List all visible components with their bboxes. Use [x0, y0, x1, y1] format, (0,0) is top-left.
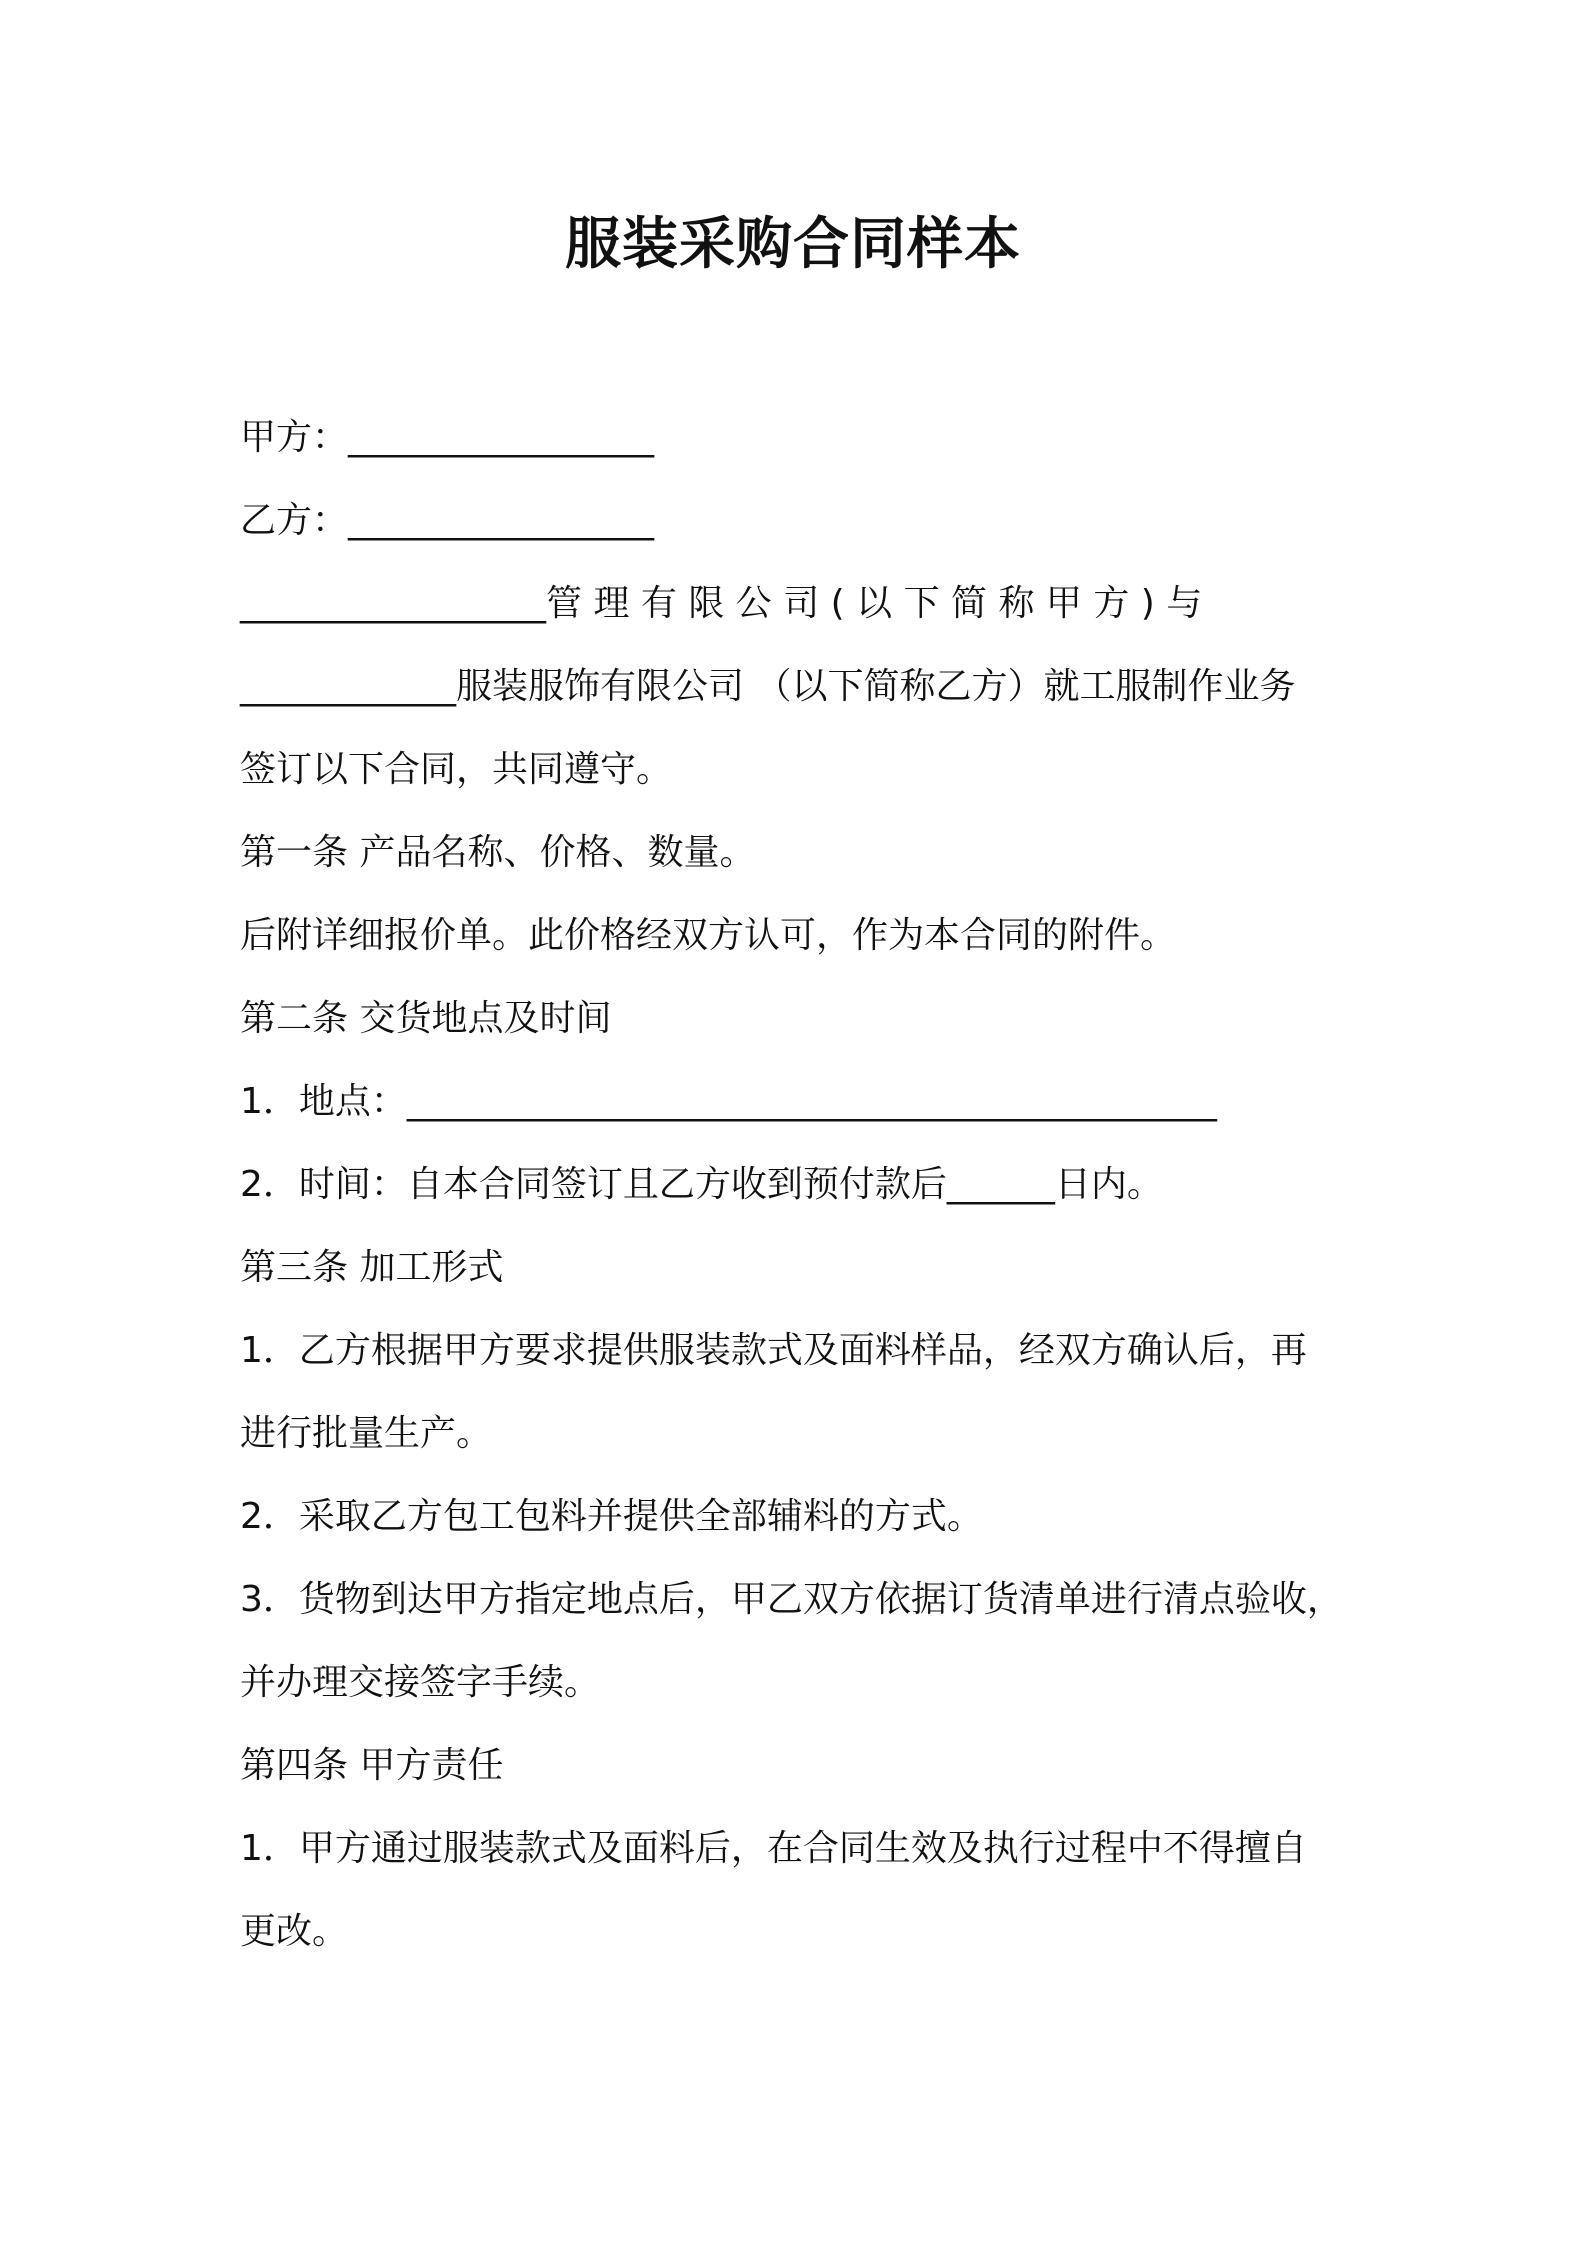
- article-3-item-1-line-1: 1．乙方根据甲方要求提供服装款式及面料样品，经双方确认后，再: [240, 1330, 1307, 1371]
- article-3-heading: 第三条 加工形式: [240, 1247, 504, 1288]
- intro-line-3: 签订以下合同，共同遵守。: [240, 749, 673, 790]
- article-2-item-1: 1．地点：_____________________________________________: [240, 1081, 1217, 1122]
- article-1-heading: 第一条 产品名称、价格、数量。: [240, 832, 756, 873]
- article-4-heading: 第四条 甲方责任: [240, 1745, 504, 1786]
- article-3-item-3-line-1: 3．货物到达甲方指定地点后，甲乙双方依据订货清单进行清点验收，: [240, 1579, 1343, 1620]
- party-b-line: 乙方：_________________: [240, 500, 655, 541]
- article-3-item-3-line-2: 并办理交接签字手续。: [240, 1662, 601, 1703]
- intro-line-1: _________________管 理 有 限 公 司 ( 以 下 简 称 甲 方 ) 与: [240, 583, 1203, 624]
- article-3-item-1-line-2: 进行批量生产。: [240, 1413, 493, 1454]
- article-1-text: 后附详细报价单。此价格经双方认可，作为本合同的附件。: [240, 915, 1177, 956]
- article-4-item-1-line-1: 1．甲方通过服装款式及面料后，在合同生效及执行过程中不得擅自: [240, 1828, 1307, 1869]
- article-3-item-2: 2．采取乙方包工包料并提供全部辅料的方式。: [240, 1496, 983, 1537]
- article-2-item-2: 2．时间：自本合同签订且乙方收到预付款后______日内。: [240, 1164, 1163, 1205]
- document-title: 服装采购合同样本: [565, 212, 1021, 277]
- article-4-item-1-line-2: 更改。: [240, 1911, 349, 1952]
- party-a-line: 甲方：_________________: [240, 417, 655, 458]
- article-2-heading: 第二条 交货地点及时间: [240, 998, 612, 1039]
- intro-line-2: ____________服装服饰有限公司 （以下简称乙方）就工服制作业务: [240, 666, 1296, 707]
